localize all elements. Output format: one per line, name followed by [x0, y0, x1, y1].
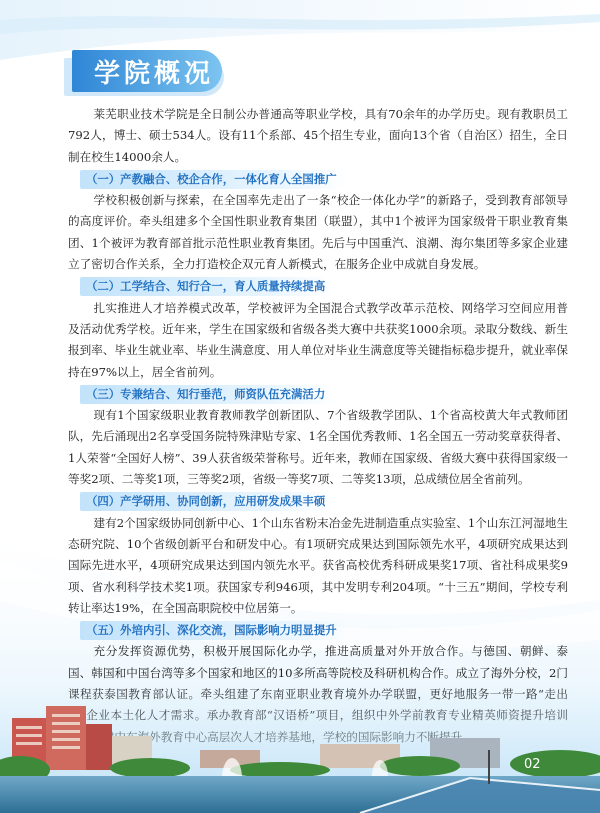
campus-photo — [0, 680, 600, 813]
section-paragraph: 扎实推进人才培养模式改革，学校被评为全国混合式教学改革示范校、网络学习空间应用普及活动优秀学校。近年来，学生在国家级和省级各类大赛中共获奖1000余项。录取分数线、新生报到率、毕业生就业率、毕业生满意度、用人单位对毕业生满意度等关键指标稳步提升，就业率保持在97%以上，居全省前列。 — [68, 300, 568, 379]
page-number: 02 — [524, 757, 541, 772]
section-heading: （五）外培内引、深化交流，国际影响力明显提升 — [80, 621, 347, 640]
page-title: 学院概况 — [94, 59, 215, 89]
section-paragraph: 现有1个国家级职业教育教师教学创新团队、7个省级教学团队、1个省高校黄大年式教师团队，先后涌现出2名享受国务院特殊津贴专家、1名全国优秀教师、1名全国五一劳动奖章获得者、1人荣誉“全国好人榜”、39人获省级荣誉称号。近年来，教师在国家级、省级大赛中获得国家级一等奖2项、二等奖1项，三等奖2项，省级一等奖7项、二等奖13项，总成绩位居全省前列。 — [68, 408, 568, 487]
section-1 — [68, 168, 568, 275]
section-3 — [68, 383, 568, 490]
section-4 — [68, 490, 568, 619]
section-heading: （四）产学研用、协同创新，应用研发成果丰硕 — [80, 492, 335, 511]
section-heading: （二）工学结合、知行合一，育人质量持续提高 — [80, 277, 335, 296]
section-paragraph: 充分发挥资源优势，积极开展国际化办学，推进高质量对外开放合作。与德国、朝鲜、泰国、韩国和中国台湾等多个国家和地区的10多所高等院校及科研机构合作。成立了海外分校，2门 — [68, 644, 568, 680]
section-heading: （三）专兼结合、知行垂范，师资队伍充满活力 — [80, 385, 335, 404]
section-paragraph: 学校积极创新与探索，在全国率先走出了一条“校企一体化办学”的新路子，受到教育部领导的高度评价。牵头组建多个全国性职业教育集团（联盟），其中1个被评为国家级骨干职业教育集团、1个被评为教育部首批示范性职业教育集团。先后与中国重汽、浪潮、海尔集团等多家企业建立了密切合作关系，全力打造校企双元育人新模式，在服务企业中成就自身发展。 — [68, 193, 568, 272]
section-paragraph: 建有2个国家级协同创新中心、1个山东省粉末冶金先进制造重点实验室、1个山东江河湿地生态研究院、10个省级创新平台和研发中心。有1项研究成果达到国际领先水平，4项研究成果达到国际先进水平，4项研究成果达到国内领先水平。获省高校优秀科研成果奖17项、省社科成果奖9项、省水利科学技术奖1项。获国家专利946项，其中发明专利204项。“十三五”期间，学校专利转让率达19%，在全国高职院校中位居第一。 — [68, 515, 568, 615]
section-2 — [68, 275, 568, 382]
section-heading: （一）产教融合、校企合作，一体化育人全国推广 — [80, 170, 347, 189]
intro-paragraph: 莱芜职业技术学院是全日制公办普通高等职业学校，具有70余年的办学历史。现有教职员工792人，博士、硕士534人。设有11个系部、45个招生专业，面向13个省（自治区）招生，全日制在校生14000余人。 — [68, 107, 568, 164]
article-body — [68, 104, 568, 748]
